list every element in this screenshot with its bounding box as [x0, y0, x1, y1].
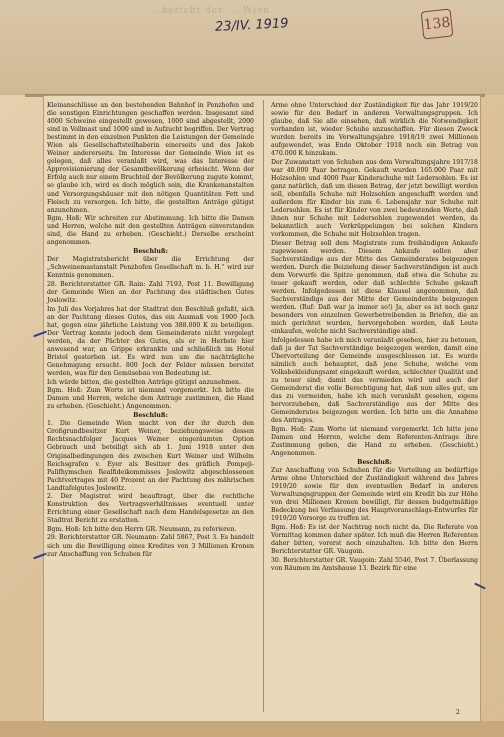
resolution-heading: Beschluß: [133, 411, 168, 419]
document-sheet [44, 96, 480, 721]
right-column [271, 102, 478, 573]
paragraph: Dieser Betrag soll dem Magistrate zum freihändigen Ankaufe zugewiesen werden. Diesem Ankaufe sollen aber Sachverständige aus der Mitte des Gemeinderates beigezogen werden. Durch die Beiziehung dieser Sachverständigen ist auch dem Vorwurfe die Spitze genommen, daß etwa die Schuhe zu teuer gekauft werden, oder daß schlechte Schuhe gekauft werden. Infolgedessen ist diese Klausel angenommen, daß Sachverständige aus der Mitte der Gemeinderäte beigezogen werden. (Ruf: Daß war ja immer so!) Ja, aber es ist noch ganz besonders von einzelnen Gewerbetreibenden in Briefen, die an mich gerichtet wurden, hervorgehoben worden, daß Leute einkaufen, welche nicht Sachverständige sind. [271, 239, 478, 336]
paragraph: 2. Der Magistrat wird beauftragt, über die rechtliche Konstruktion des Vertragsverhältnisses eventuell unter Errichtung einer Gesellschaft nach dem Handelsgesetze an den Stadtrat Bericht zu erstatten. [47, 493, 254, 525]
paragraph: Bgm. Hoß: Zum Worte ist niemand vorgemerkt. Ich bitte die Damen und Herren, welche dem Antrage zustimmen, die Hand zu erheben. (Geschieht.) Angenommen. [47, 387, 254, 411]
paragraph: Der Magistratsbericht über die Errichtung der „Schweinemastanstalt Penzhofen Gesellschaft m. b. H.“ wird zur Kenntnis genommen. [47, 256, 254, 280]
bottom-paper-strip [0, 721, 504, 737]
paragraph: 1. Die Gemeinde Wien macht von der ihr durch den Großgrundbesitzer Kurt Weiner, beziehungsweise dessen Rechtsnachfolger Jacques Weiner eingeräumten Option Gebrauch und beteiligt sich ab 1. Juni 1918 unter den Originalbedingungen des zwischen Kurt Weiner und Wilhelm Reichsgrafen v. Eyer als Besitzer des gräflich Pompeji-Pallfhymschen Realfideikommisses Joslowitz abgeschlossenen Pachtvertrages mit 40 Prozent an der Pachtung des mährischen Landtafelgutes Joslowitz. [47, 420, 254, 492]
page-number: 2 [456, 709, 460, 716]
paragraph: Zur Anschaffung von Schuhen für die Verteilung an bedürftige Arme ohne Unterschied der Zuständigkeit während des Jahres 1919/20 sowie für den eventuellen Bedarf in anderen Verwaltungsgruppen der Gemeinde wird ein Kredit bis zur Höhe von drei Millionen Kronen bewilligt, für dessen budgetmäßige Bedeckung bei Verfassung des Hauptvoranschlags-Entwurfes für 1919/20 Vorsorge zu treffen ist. [271, 467, 478, 523]
column-divider [263, 100, 264, 712]
paragraph: Ich würde bitten, die gestellten Anträge gütigst anzunehmen. [47, 378, 241, 386]
handwritten-date: 23/IV. 1919 [214, 16, 289, 35]
left-column [47, 102, 254, 559]
paragraph: Bgm. Hoß: Ich bitte den Herrn GR. Neumann, zu referieren. [47, 525, 237, 533]
agenda-item: 29. Berichterstatter GR. Neumann: Zahl 5867, Post 3. Es handelt sich um die Bewilligung eines Kredites von 3 Millionen Kronen zur Anschaffung von Schuhen für [47, 534, 254, 558]
paragraph: Infolgedessen habe ich mich veranlaßt gesehen, hier zu betonen, daß ja der Tat Sachverständige beigezogen werden, damit eine Übervorteilung der Gemeinde ausgeschlossen ist. Es wurde nämlich auch behauptet, daß jene Schuhe, welche vom Volksbekleidungsamt eingekauft werden, schlechter Qualität und zu teuer sind; damit das vermieden wird und auch der Gemeinderat die volle Berechtigung hat, daß nun alles gut, um das zu vermeiden, habe ich mich veranlaßt gesehen, eigens hervorzuheben, daß Sachverständige aus der Mitte des Gemeinderates beigezogen werden. Ich bitte um die Annahme des Antrages. [271, 336, 478, 425]
paragraph: Im Juli des Vorjahres hat der Stadtrat den Beschluß gefaßt, sich an der Pachtung dieses Gutes, das ein Ausmaß von 1900 Joch hat, gegen eine jährliche Leistung von 388.000 K zu beteiligen. Der Vertrag konnte jedoch dem Gemeinderate nicht vorgelegt werden, da der Pächter des Gutes, als er in Herbste hier anwesend war, an Grippe erkrankte und schließlich im Hotel Bristol gestorben ist. Es wird nun um die nachträgliche Genehmigung ersucht. 800 Joch der Felder müssen bereitet werden, was für den Gemüsebau von Bedeutung ist. [47, 305, 254, 378]
paragraph: Bgm. Hoß: Zum Worte ist niemand vorgemerkt. Ich bitte jene Damen und Herren, welche dem Referenten-Antrage ihre Zustimmung geben, die Hand zu erheben. (Geschieht.) Angenommen. [271, 425, 478, 458]
paragraph: Der Zuwanstatt von Schuhen aus dem Verwaltungsjahre 1917/18 war 40.000 Paar betragen. Gekauft wurden 165.000 Paar mit Holzsohlen und 4000 Paar Kinderschuhe mit Ledersohlen. Es ist ganz natürlich, daß um diesen Betrag, der jetzt bewilligt werden soll, ebenfalls Schuhe mit Holzsohlen angeschafft werden und außerdem für Kinder bis zum 6. Lebensjahr nur Schuhe mit Ledersohlen. Es ist für Kinder von zwei bedeutenden Werte, daß ihnen nur Schuhe mit Ledersohlen zugewendet werden, da bekanntlich auch Verkrüppelungen bei solchen Kindern vorkommen, die Schuhe mit Holzsohlen tragen. [271, 158, 478, 239]
paragraph: Bgm. Hoß: Es ist der Nachtrag noch nicht da. Die Referate von Vormittag kommen daher später. Ich muß die Herren Referenten daher bitten, vorerst noch einzuhalten. Ich bitte den Herrn Berichterstatter GR. Vaugoin. [271, 523, 478, 556]
resolution-heading: Beschluß: [133, 247, 168, 255]
resolution-heading: Beschluß: [357, 458, 392, 466]
agenda-item: 30. Berichterstatter GR. Vaugoin: Zahl 5546, Post 7. Überlassung von Räumen im Amtshause 13. Bezirk für eine [271, 556, 478, 572]
archive-stamp: 138 [421, 9, 454, 40]
faint-header-text: ...bericht der ... Wien [150, 6, 270, 16]
paragraph: Arme ohne Unterschied der Zuständigkeit für das Jahr 1919/20 sowie für den Bedarf in anderen Verwaltungsgruppen. Ich glaube, daß Sie alle einsehen, daß wirklich die Notwendigkeit vorhanden ist, wieder Schuhe anzuschaffen. Für diesen Zweck wurden bereits im Verwaltungsjahre 1918/19 zwei Millionen aufgewendet, was Ende Oktober 1918 noch ein Betrag von 470.000 K hinzukam. [271, 102, 478, 158]
paragraph: Kleinanschlüsse an den bestehenden Bahnhof in Penzhofen und die sonstigen Einrichtungen geschaffen werden. Insgesamt sind 4000 Schweine eingestellt gewesen, 1000 sind abgestellt, 2000 sind in Vollmast und 1000 sind in Aufzucht begriffen. Der Vertrag bestimmt in den einzelnen Punkten die Leistungen der Gemeinde Wien als Gesellschaftsteilhaberin einerseits und des Jakob Weiner andererseits. Im Interesse der Gemeinde Wien ist es gelegen, daß alles veranlaßt wird, was das Interesse der Approvisionierung der Gesamtbevölkerung erheischt. Wenn der Erfolg auch nur einem Bruchteil der Bevölkerung zugute kommt, so glaube ich, wird es doch möglich sein, die Krankenanstalten und Versorgungshäuser mit den nötigen Quantitäten Fett und Fleisch zu versorgen. Ich bitte, die gestellten Anträge gütigst anzunehmen. [47, 102, 254, 214]
paragraph: Bgm. Hoß: Wir schreiten zur Abstimmung. Ich bitte die Damen und Herren, welche mit den gestellten Anträgen einverstanden sind, die Hand zu erheben. (Geschieht.) Derselbe erscheint angenommen. [47, 215, 254, 247]
agenda-item: 28. Berichterstatter GR. Rain: Zahl 7193, Post 11. Bewilligung der Gemeinde Wien an der Pachtung des städtischen Gutes Joslowitz. [47, 281, 254, 305]
